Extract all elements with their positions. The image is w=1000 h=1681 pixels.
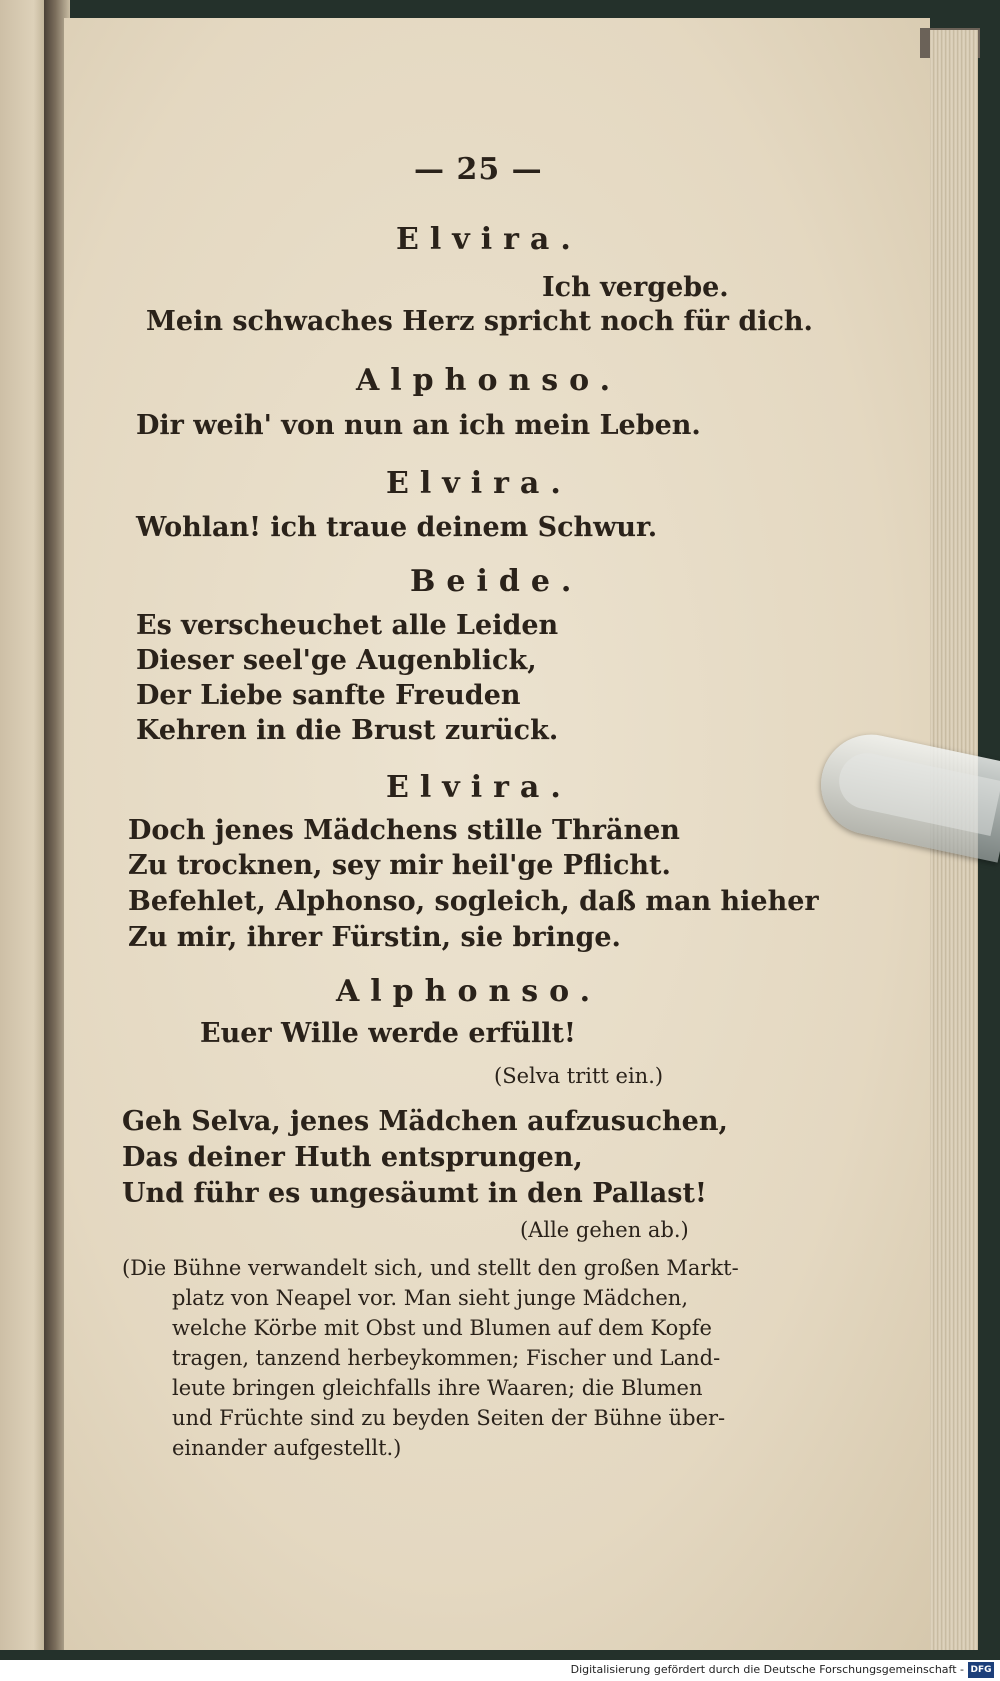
verse-line: Mein schwaches Herz spricht noch für dich.: [146, 306, 813, 337]
stage-direction: leute bringen gleichfalls ihre Waaren; die Blumen: [172, 1376, 703, 1400]
stage-direction: (Alle gehen ab.): [520, 1218, 689, 1242]
footer-credit: Digitalisierung gefördert durch die Deutsche Forschungsgemeinschaft -: [570, 1663, 964, 1676]
verse-line: Zu trocknen, sey mir heil'ge Pflicht.: [128, 850, 671, 881]
stage-direction: (Die Bühne verwandelt sich, und stellt den großen Markt-: [122, 1256, 739, 1280]
verse-line: Wohlan! ich traue deinem Schwur.: [136, 512, 658, 543]
footer-bar: [0, 1660, 1000, 1681]
verse-line: Es verscheuchet alle Leiden: [136, 610, 559, 641]
verse-line: Euer Wille werde erfüllt!: [200, 1018, 576, 1049]
verse-line: Und führ es ungesäumt in den Pallast!: [122, 1178, 707, 1209]
stage-direction: tragen, tanzend herbeykommen; Fischer und Land-: [172, 1346, 721, 1370]
verse-line: Zu mir, ihrer Fürstin, sie bringe.: [128, 922, 621, 953]
speaker-name: Alphonso.: [356, 363, 622, 398]
dfg-logo-icon: DFG: [968, 1662, 994, 1678]
speaker-name: Beide.: [410, 564, 583, 599]
stage-direction: (Selva tritt ein.): [494, 1064, 664, 1088]
speaker-name: Elvira.: [386, 466, 572, 501]
verse-line: Ich vergebe.: [542, 272, 729, 303]
stage-direction: einander aufgestellt.): [172, 1436, 402, 1460]
verse-line: Das deiner Huth entsprungen,: [122, 1142, 583, 1173]
stage-direction: platz von Neapel vor. Man sieht junge Mädchen,: [172, 1286, 689, 1310]
stage-direction: welche Körbe mit Obst und Blumen auf dem Kopfe: [172, 1316, 712, 1340]
speaker-name: Alphonso.: [336, 974, 602, 1009]
page-number: — 25 —: [414, 152, 543, 187]
verse-line: Doch jenes Mädchens stille Thränen: [128, 815, 680, 846]
left-page-edge: [0, 0, 48, 1650]
verse-line: Dir weih' von nun an ich mein Leben.: [136, 410, 701, 441]
verse-line: Kehren in die Brust zurück.: [136, 715, 559, 746]
verse-line: Befehlet, Alphonso, sogleich, daß man hieher: [128, 886, 819, 917]
speaker-name: Elvira.: [386, 770, 572, 805]
page-content: [64, 18, 930, 1650]
verse-line: Dieser seel'ge Augenblick,: [136, 645, 537, 676]
stage-direction: und Früchte sind zu beyden Seiten der Bühne über-: [172, 1406, 726, 1430]
verse-line: Geh Selva, jenes Mädchen aufzusuchen,: [122, 1106, 728, 1137]
verse-line: Der Liebe sanfte Freuden: [136, 680, 521, 711]
speaker-name: Elvira.: [396, 222, 582, 257]
